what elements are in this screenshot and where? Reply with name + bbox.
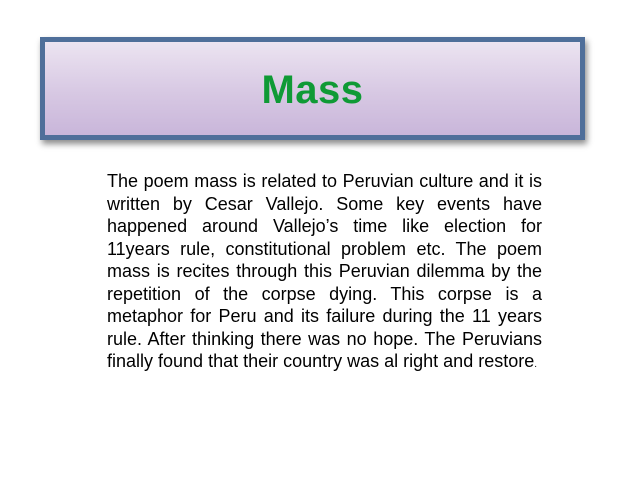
- body-paragraph: [107, 170, 542, 377]
- body-text: The poem mass is related to Peruvian culture and it is written by Cesar Vallejo. Some key events have happened around Vallejo’s time like election for 11years rule, constitutional problem etc. The poem mass is recites through this Peruvian dilemma by the repetition of the corpse dying. This corpse is a metaphor for Peru and its failure during the 11 years rule. After thinking there was no hope. The Peruvians finally found that their country was al right and restore: [107, 171, 542, 371]
- slide-title: Mass: [261, 68, 364, 112]
- title-box: [40, 37, 585, 140]
- body-end-period: .: [534, 359, 538, 370]
